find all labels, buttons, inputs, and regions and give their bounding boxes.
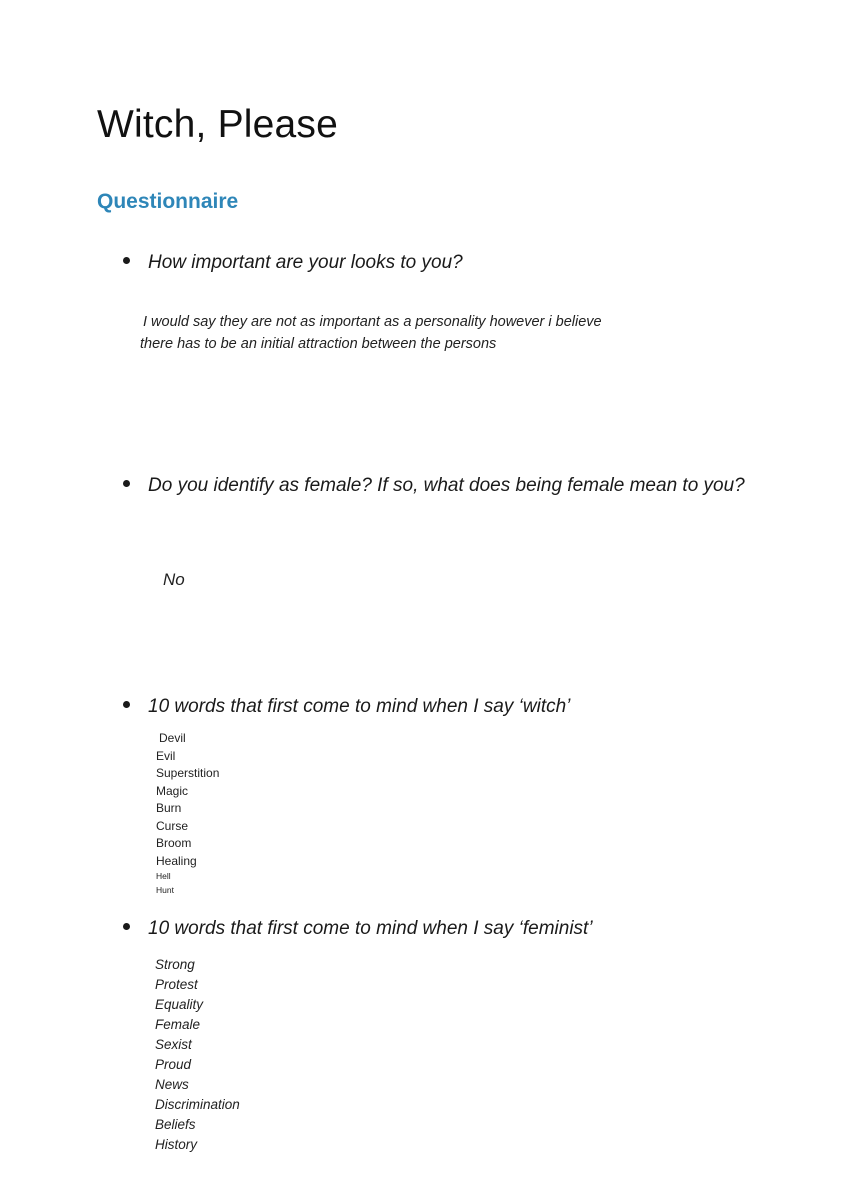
- list-item: Beliefs: [155, 1117, 196, 1132]
- list-item: Hell: [156, 871, 171, 881]
- list-item: History: [155, 1137, 198, 1152]
- question-text: 10 words that first come to mind when I say ‘feminist’: [148, 918, 593, 939]
- list-item: Female: [155, 1017, 201, 1032]
- list-item: News: [155, 1077, 189, 1092]
- question-text: Do you identify as female? If so, what does being female mean to you?: [148, 475, 745, 496]
- bullet-icon: [123, 923, 130, 930]
- witch-word-list: [156, 730, 219, 897]
- list-item: Evil: [156, 748, 176, 763]
- section-heading: Questionnaire: [97, 190, 239, 213]
- list-item: Hunt: [156, 884, 174, 895]
- question-looks: [120, 252, 463, 275]
- question-feminist-words: [120, 918, 593, 941]
- question-text: 10 words that first come to mind when I say ‘witch’: [148, 696, 571, 717]
- list-item: Healing: [156, 853, 197, 868]
- bullet-icon: [123, 480, 130, 487]
- list-item: Curse: [156, 818, 189, 833]
- bullet-icon: [123, 701, 130, 708]
- list-item: Discrimination: [155, 1097, 240, 1112]
- list-item: Equality: [155, 997, 204, 1012]
- list-item: Protest: [155, 977, 198, 992]
- feminist-word-list: [155, 955, 240, 1155]
- document-title: Witch, Please: [97, 103, 339, 146]
- list-item: Devil: [159, 731, 186, 745]
- list-item: Burn: [156, 801, 182, 815]
- list-item: Broom: [156, 836, 192, 850]
- question-witch-words: [120, 696, 570, 719]
- answer-line: I would say they are not as important as a personality however i believe: [143, 314, 602, 330]
- list-item: Proud: [155, 1057, 192, 1072]
- answer-line: there has to be an initial attraction between the persons: [140, 336, 497, 353]
- bullet-icon: [123, 257, 130, 264]
- list-item: Strong: [155, 957, 195, 972]
- list-item: Sexist: [155, 1037, 192, 1052]
- question-female: [120, 475, 745, 498]
- list-item: Superstition: [156, 766, 220, 780]
- answer-looks: [140, 311, 602, 356]
- list-item: Magic: [156, 783, 189, 798]
- question-text: How important are your looks to you?: [148, 252, 463, 273]
- answer-female: No: [163, 570, 185, 589]
